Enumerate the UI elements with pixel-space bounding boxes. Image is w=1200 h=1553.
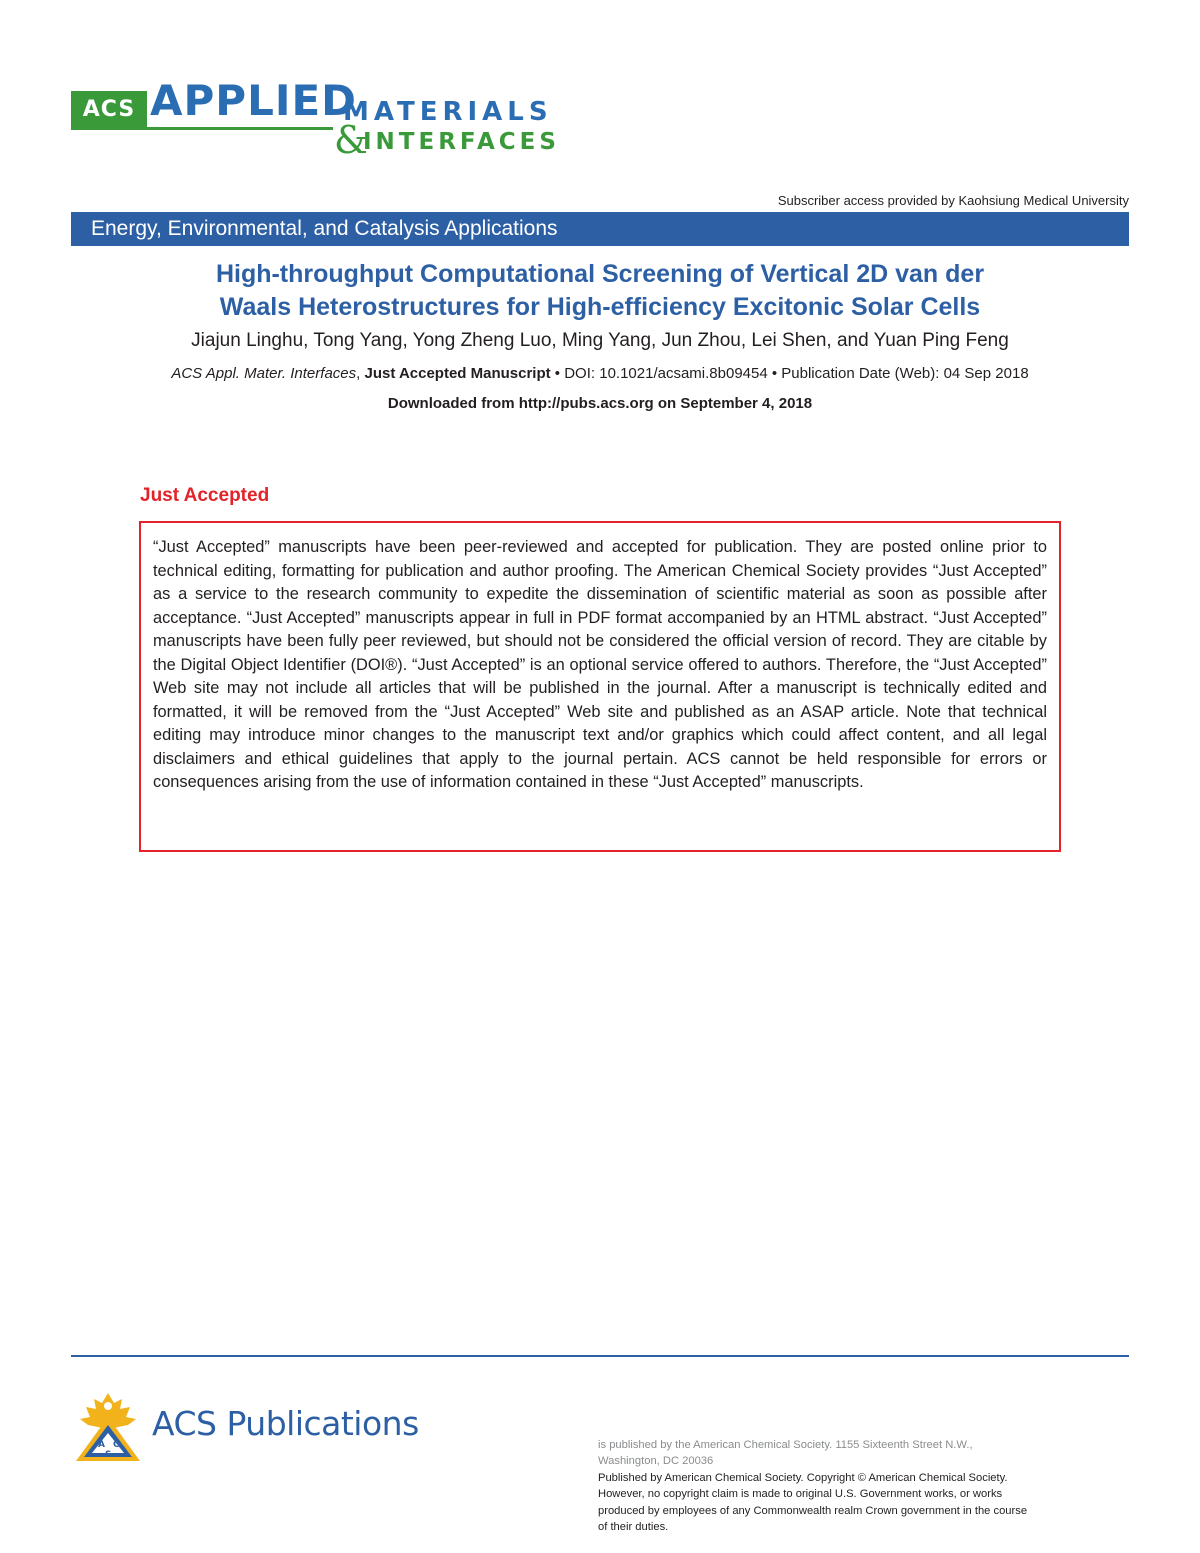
citation-line <box>80 365 1120 382</box>
author-list: Jiajun Linghu, Tong Yang, Yong Zheng Luo, Ming Yang, Jun Zhou, Lei Shen, and Yuan Ping Feng <box>191 330 1009 351</box>
logo-letter-c: C <box>113 1440 120 1450</box>
acs-publications-wordmark: ACS Publications <box>152 1404 419 1443</box>
footer-divider <box>71 1355 1129 1357</box>
copyright-line-4: of their duties. <box>598 1521 669 1534</box>
journal-logo-interfaces: INTERFACES <box>363 129 560 155</box>
journal-logo-ampersand: & <box>334 118 368 162</box>
journal-logo-materials: MATERIALS <box>343 97 553 127</box>
journal-logo-bar <box>71 127 333 130</box>
acs-eagle-logo-icon <box>70 1389 146 1465</box>
article-title <box>100 258 1100 324</box>
publisher-address-line-1: is published by the American Chemical Society. 1155 Sixteenth Street N.W., <box>598 1439 973 1451</box>
just-accepted-text: “Just Accepted” manuscripts have been peer-reviewed and accepted for publication. They are posted online prior to technical editing, formatting for publication and author proofing. The American Chemical Society provides “Just Accepted” as a service to the research community to expedite the dissemination of scientific material as soon as possible after acceptance. “Just Accepted” manuscripts appear in full in PDF format accompanied by an HTML abstract. “Just Accepted” manuscripts have been fully peer reviewed, but should not be considered the official version of record. They are citable by the Digital Object Identifier (DOI®). “Just Accepted” is an optional service offered to authors. Therefore, the “Just Accepted” Web site may not include all articles that will be published in the journal. After a manuscript is technically edited and formatted, it will be removed from the “Just Accepted” Web site and published as an ASAP article. Note that technical editing may introduce minor changes to the manuscript text and/or graphics which could affect content, and all legal disclaimers and ethical guidelines that apply to the journal pertain. ACS cannot be held responsible for errors or consequences arising from the use of information contained in these “Just Accepted” manuscripts. <box>153 538 1047 791</box>
subscriber-access-note: Subscriber access provided by Kaohsiung Medical University <box>777 193 1129 208</box>
citation-separator: , <box>356 365 365 382</box>
journal-logo-applied: APPLIED <box>150 76 358 125</box>
copyright-line-2: However, no copyright claim is made to original U.S. Government works, or works <box>598 1488 1003 1501</box>
publisher-address-line-2: Washington, DC 20036 <box>598 1455 714 1468</box>
publisher-note <box>598 1437 1138 1535</box>
journal-name: ACS Appl. Mater. Interfaces <box>171 365 357 382</box>
copyright-line-3: produced by employees of any Commonwealth realm Crown government in the course <box>598 1504 1028 1517</box>
doi-and-date: • DOI: 10.1021/acsami.8b09454 • Publication Date (Web): 04 Sep 2018 <box>550 365 1029 382</box>
logo-letter-s: S <box>105 1450 112 1460</box>
just-accepted-box <box>139 521 1061 852</box>
article-title-line-2: Waals Heterostructures for High-efficiency Excitonic Solar Cells <box>219 293 981 321</box>
copyright-line-1: Published by American Chemical Society. Copyright © American Chemical Society. <box>598 1471 1008 1484</box>
article-title-line-1: High-throughput Computational Screening of Vertical 2D van der <box>215 260 985 288</box>
manuscript-status: Just Accepted Manuscript <box>364 365 551 382</box>
just-accepted-heading: Just Accepted <box>140 485 270 506</box>
journal-logo-acs: ACS <box>71 91 147 127</box>
download-note: Downloaded from http://pubs.acs.org on September 4, 2018 <box>387 395 813 412</box>
logo-letter-a: A <box>98 1440 105 1450</box>
section-banner <box>71 212 1129 246</box>
section-title: Energy, Environmental, and Catalysis Applications <box>91 217 558 240</box>
